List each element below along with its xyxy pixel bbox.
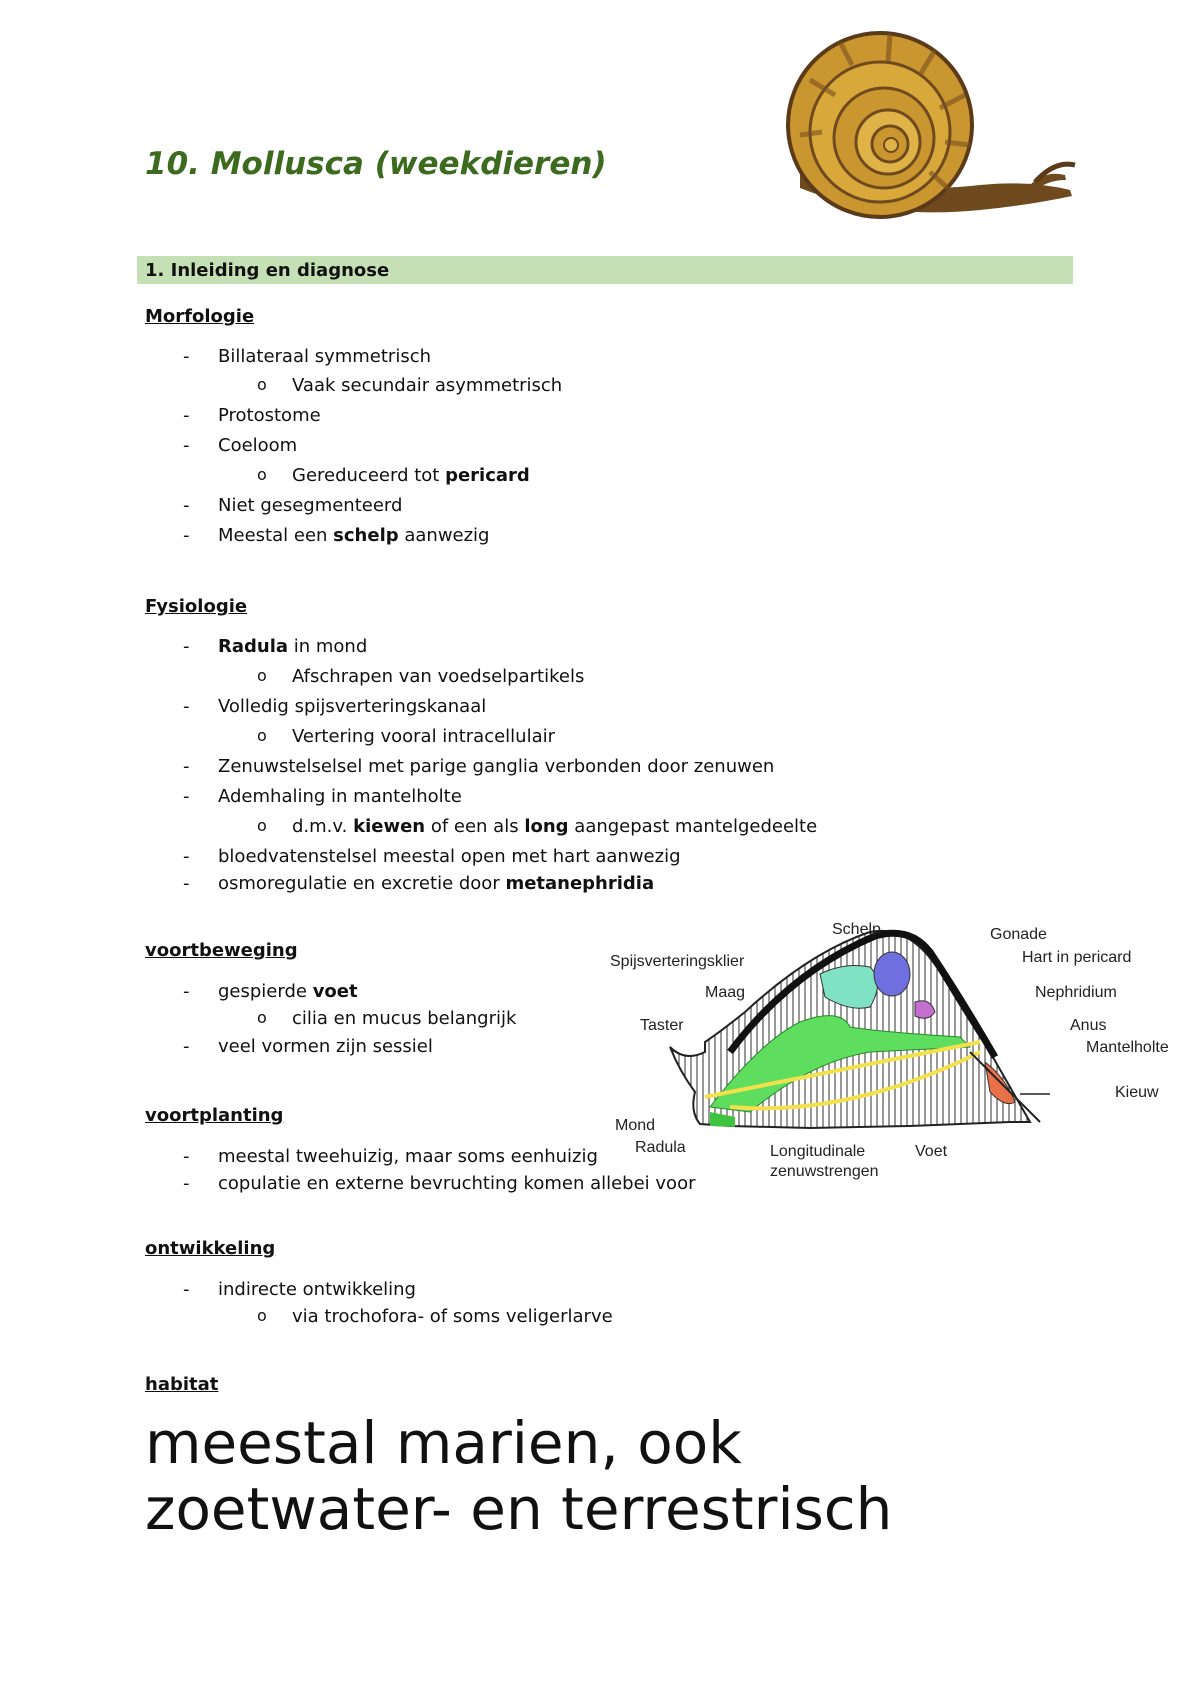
- label-zenuwstrengen: zenuwstrengen: [770, 1163, 879, 1180]
- list-item: - osmoregulatie en excretie door metanephridia: [183, 873, 655, 894]
- list-item: - Meestal een schelp aanwezig: [183, 525, 490, 546]
- mollusc-anatomy-diagram: [610, 912, 1190, 1192]
- label-mond: Mond: [615, 1117, 656, 1134]
- list-item: - Volledig spijsverteringskanaal: [183, 696, 487, 717]
- list-item: - Protostome: [183, 405, 321, 426]
- list-item: - gespierde voet: [183, 981, 358, 1002]
- heading-voortbeweging: voortbeweging: [145, 940, 298, 961]
- heading-voortplanting: voortplanting: [145, 1105, 284, 1126]
- label-mantelholte: Mantelholte: [1086, 1039, 1169, 1056]
- list-item: o Afschrapen van voedselpartikels: [257, 666, 585, 687]
- label-longitudinale: Longitudinale: [770, 1143, 866, 1160]
- heading-ontwikkeling: ontwikkeling: [145, 1238, 276, 1259]
- snail-illustration: [780, 20, 1080, 235]
- heading-fysiologie: Fysiologie: [145, 596, 248, 617]
- list-item: - veel vormen zijn sessiel: [183, 1036, 433, 1057]
- list-item: o d.m.v. kiewen of een als long aangepast mantelgedeelte: [257, 816, 818, 837]
- list-item: - meestal tweehuizig, maar soms eenhuizig: [183, 1146, 598, 1167]
- label-hart: Hart in pericard: [1022, 949, 1132, 966]
- list-item: - Coeloom: [183, 435, 298, 456]
- list-item: o cilia en mucus belangrijk: [257, 1008, 517, 1029]
- list-item: - bloedvatenstelsel meestal open met hart aanwezig: [183, 846, 681, 867]
- heading-habitat: habitat: [145, 1374, 219, 1395]
- habitat-text: meestal marien, ook zoetwater- en terrestrisch: [145, 1409, 893, 1543]
- heading-morfologie: Morfologie: [145, 306, 255, 327]
- label-voet: Voet: [915, 1143, 948, 1160]
- label-schelp: Schelp: [832, 921, 881, 938]
- label-kieuw: Kieuw: [1115, 1084, 1159, 1101]
- list-item: o Vertering vooral intracellulair: [257, 726, 556, 747]
- label-nephridium: Nephridium: [1035, 984, 1117, 1001]
- page-title: 10. Mollusca (weekdieren): [145, 146, 607, 182]
- label-anus: Anus: [1070, 1017, 1107, 1034]
- list-item: - Niet gesegmenteerd: [183, 495, 403, 516]
- list-item: - Radula in mond: [183, 636, 368, 657]
- label-spijsverteringsklier: Spijsverteringsklier: [610, 953, 745, 970]
- list-item: o Vaak secundair asymmetrisch: [257, 375, 563, 396]
- label-radula: Radula: [635, 1139, 686, 1156]
- list-item: - Billateraal symmetrisch: [183, 346, 432, 367]
- list-item: - Zenuwstelselsel met parige ganglia verbonden door zenuwen: [183, 756, 775, 777]
- list-item: - indirecte ontwikkeling: [183, 1279, 416, 1300]
- section-header: 1. Inleiding en diagnose: [137, 256, 1073, 284]
- list-item: - copulatie en externe bevruchting komen allebei voor: [183, 1173, 696, 1194]
- list-item: o Gereduceerd tot pericard: [257, 465, 530, 486]
- list-item: - Ademhaling in mantelholte: [183, 786, 462, 807]
- label-maag: Maag: [705, 984, 746, 1001]
- label-taster: Taster: [640, 1017, 684, 1034]
- list-item: o via trochofora- of soms veligerlarve: [257, 1306, 613, 1327]
- label-gonade: Gonade: [990, 926, 1047, 943]
